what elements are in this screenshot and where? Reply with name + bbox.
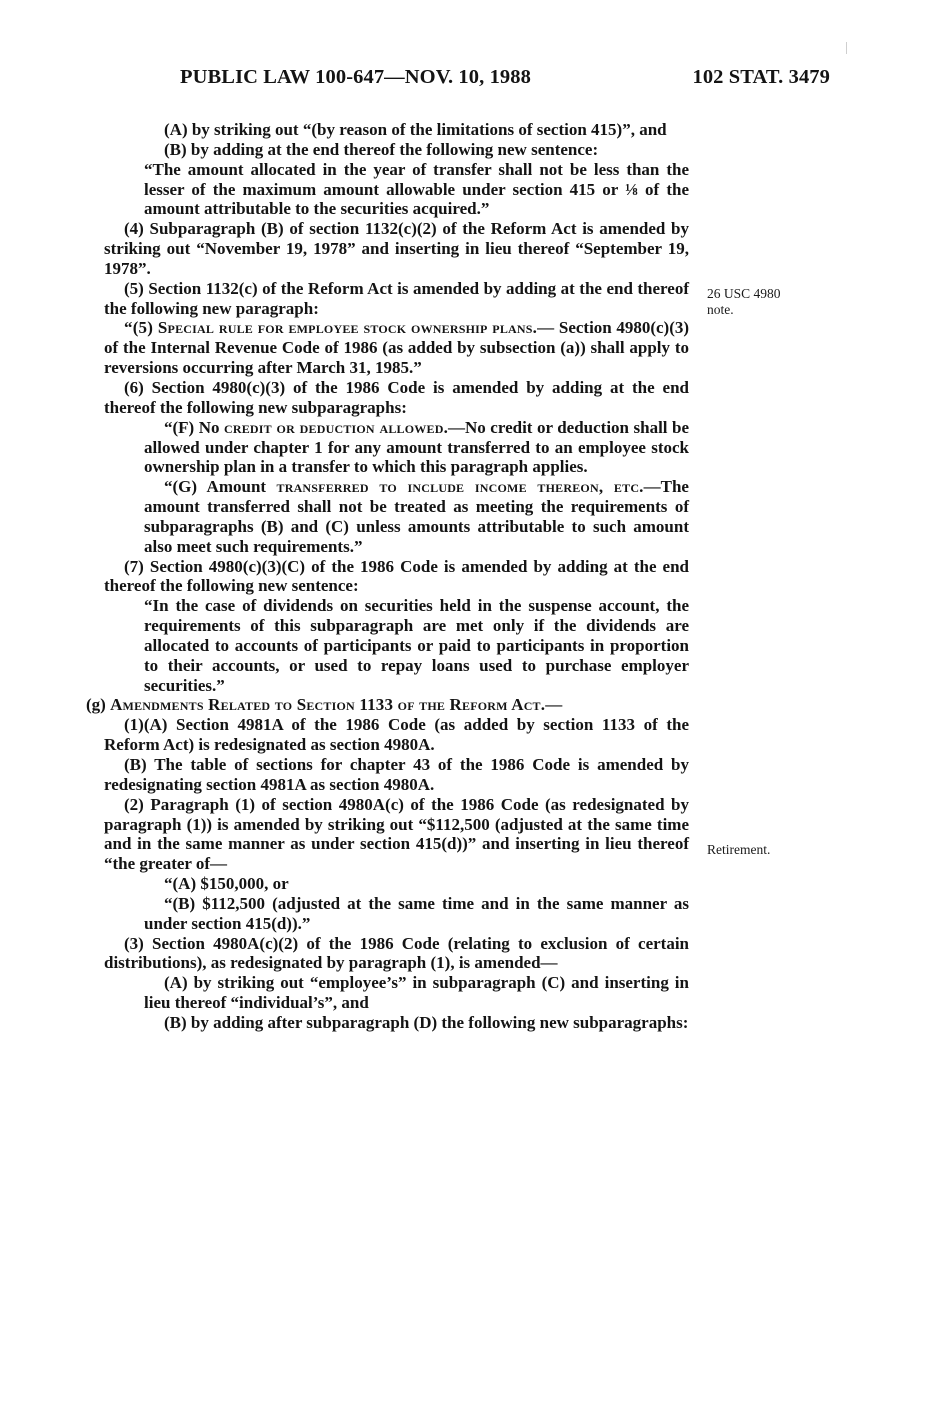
paragraph: (5) Section 1132(c) of the Reform Act is amended by adding at the end thereof the following new paragraph: (104, 278, 689, 318)
scan-artifact (846, 42, 847, 54)
subparagraph-text: —No credit or deduction shall be allowed under chapter 1 for any amount transferred to an employee stock ownership plan in a transfer to which this paragraph applies. (144, 417, 690, 477)
paragraph: (2) Paragraph (1) of section 4980A(c) of the 1986 Code (as redesignated by paragraph (1)) is amended by striking out “$112,500 (adjusted at the same time and in the same manner as under section 415(d))” and inserting in lieu thereof “the greater of— (104, 794, 689, 874)
paragraph: (B) The table of sections for chapter 43 of the 1986 Code is amended by redesignating section 4981A as section 4980A. (104, 755, 689, 794)
subparagraph-heading: transferred to include income thereon, etc. (276, 477, 644, 497)
subparagraph-heading: credit or deduction allowed. (223, 417, 449, 437)
subparagraph: (A) by striking out “employee’s” in subparagraph (C) and inserting in lieu thereof “individual’s”, and (144, 973, 689, 1013)
section-heading (86, 695, 689, 715)
subparagraph: “(B) $112,500 (adjusted at the same time and in the same manner as under section 415(d)).” (144, 893, 689, 933)
paragraph: (A) by striking out “(by reason of the limitations of section 415)”, and (164, 120, 667, 139)
subparagraph (104, 418, 689, 478)
quoted-sentence: “In the case of dividends on securities held in the suspense account, the requirements of this subparagraph are met only if the dividends are allocated to accounts of participants or paid to participants in proportion to their accounts, or used to repay loans used to purchase employer securities.” (144, 596, 689, 695)
section-lead: (g) (86, 695, 111, 715)
subparagraph-lead: “(F) No (164, 417, 224, 437)
section-tail: — (545, 695, 563, 715)
statute-body (86, 120, 690, 1033)
paragraph-heading: “(5) Special rule for employee stock ownership plans.— (124, 318, 555, 338)
subparagraph: “(A) $150,000, or (164, 874, 289, 894)
margin-note-usc: 26 USC 4980 note. (707, 286, 781, 317)
paragraph: (6) Section 4980(c)(3) of the 1986 Code is amended by adding at the end thereof the following new subparagraphs: (104, 377, 689, 417)
paragraph: (7) Section 4980(c)(3)(C) of the 1986 Code is amended by adding at the end thereof the following new sentence: (104, 556, 689, 596)
header-law-title: PUBLIC LAW 100-647—NOV. 10, 1988 (180, 66, 531, 88)
paragraph: (1)(A) Section 4981A of the 1986 Code (as added by section 1133 of the Reform Act) is redesignated as section 4980A. (104, 715, 689, 755)
page-header (180, 66, 830, 96)
paragraph-text: Section 4980(c)(3) of the Internal Revenue Code of 1986 (as added by subsection (a)) shall apply to reversions occurring after March 31, 1985.” (104, 318, 690, 378)
section-title: Amendments Related to Section 1133 of the Reform Act. (110, 695, 546, 715)
subparagraph (104, 477, 689, 556)
quoted-sentence: “The amount allocated in the year of transfer shall not be less than the lesser of the maximum amount allowable under section 415 or ⅛ of the amount attributable to the securities acquired.” (144, 159, 689, 219)
header-stat-page: 102 STAT. 3479 (692, 66, 830, 88)
subparagraph: (B) by adding after subparagraph (D) the following new subparagraphs: (164, 1012, 689, 1032)
margin-note-retirement: Retirement. (707, 842, 771, 857)
paragraph (104, 318, 689, 378)
paragraph: (3) Section 4980A(c)(2) of the 1986 Code (relating to exclusion of certain distributions), as redesignated by paragraph (1), is amended— (104, 933, 689, 973)
paragraph: (B) by adding at the end thereof the following new sentence: (164, 139, 599, 159)
subparagraph-text: —The amount transferred shall not be treated as meeting the requirements of subparagraphs (B) and (C) unless amounts attributable to such amount also meet such requirements.” (144, 477, 689, 556)
paragraph: (4) Subparagraph (B) of section 1132(c)(2) of the Reform Act is amended by striking out “November 19, 1978” and inserting in lieu thereof “September 19, 1978”. (104, 219, 689, 278)
subparagraph-lead: “(G) Amount (164, 477, 277, 497)
